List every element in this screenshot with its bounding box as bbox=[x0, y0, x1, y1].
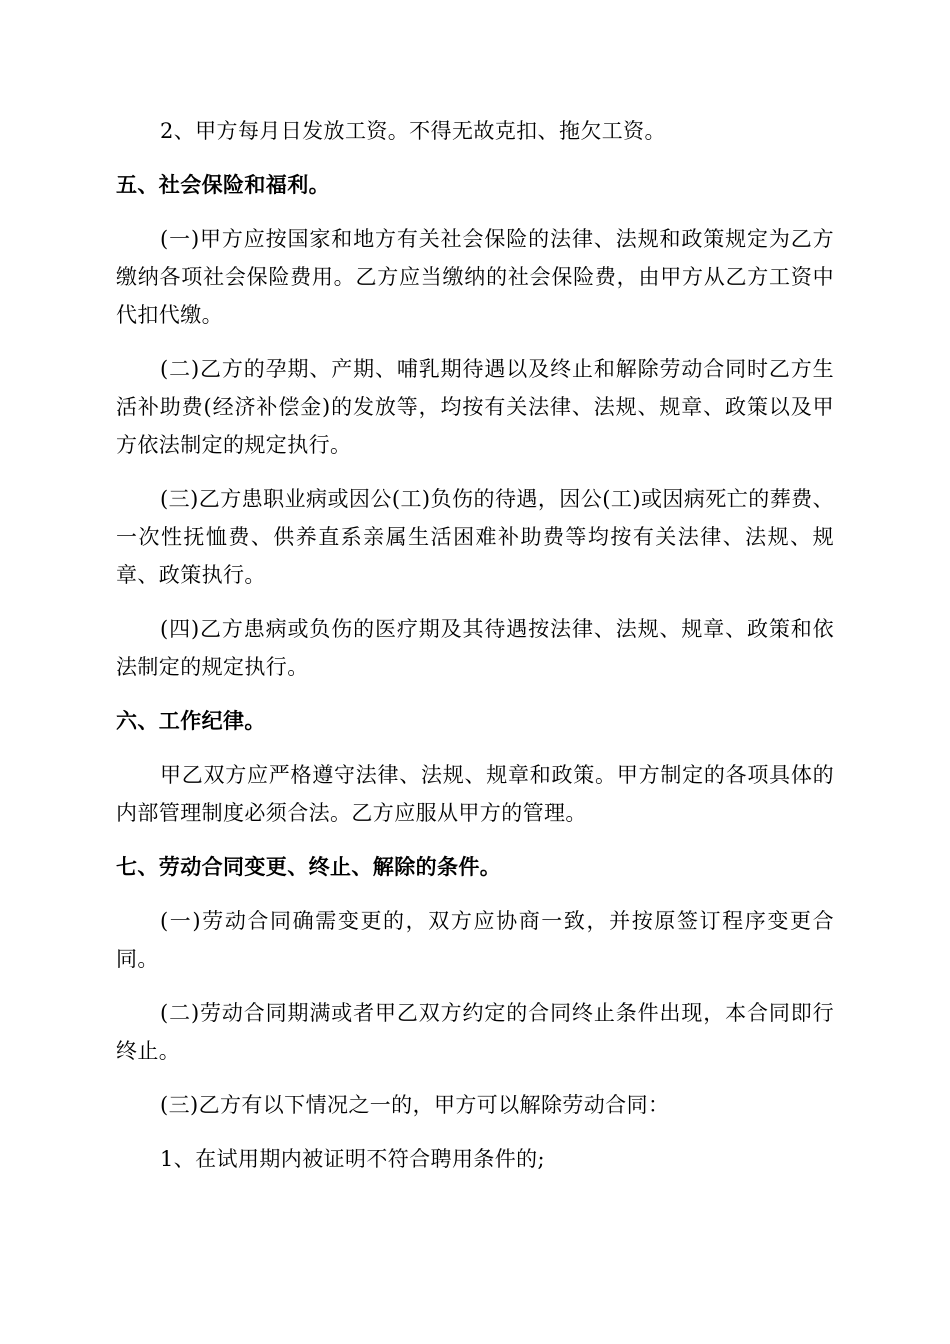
section-heading-5: 五、社会保险和福利。 bbox=[116, 172, 330, 197]
paragraph-social-insurance-3: (三)乙方患职业病或因公(工)负伤的待遇，因公(工)或因病死亡的葬费、一次性抚恤费、供养直系亲属生活困难补助费等均按有关法律、法规、规章、政策执行。 bbox=[116, 487, 834, 587]
paragraph-contract-change-1: (一)劳动合同确需变更的，双方应协商一致，并按原签订程序变更合同。 bbox=[116, 909, 834, 971]
paragraph-social-insurance-2: (二)乙方的孕期、产期、哺乳期待遇以及终止和解除劳动合同时乙方生活补助费(经济补偿金)的发放等，均按有关法律、法规、规章、政策以及甲方依法制定的规定执行。 bbox=[116, 357, 834, 457]
section-heading-7: 七、劳动合同变更、终止、解除的条件。 bbox=[116, 854, 502, 879]
paragraph-contract-change-2: (二)劳动合同期满或者甲乙双方约定的合同终止条件出现，本合同即行终止。 bbox=[116, 1001, 834, 1063]
paragraph-salary-payment: 2、甲方每月日发放工资。不得无故克扣、拖欠工资。 bbox=[160, 119, 666, 143]
section-heading-6: 六、工作纪律。 bbox=[116, 708, 266, 733]
paragraph-work-discipline: 甲乙双方应严格遵守法律、法规、规章和政策。甲方制定的各项具体的内部管理制度必须合法。乙方应服从甲方的管理。 bbox=[116, 763, 834, 825]
paragraph-social-insurance-1: (一)甲方应按国家和地方有关社会保险的法律、法规和政策规定为乙方缴纳各项社会保险费用。乙方应当缴纳的社会保险费，由甲方从乙方工资中代扣代缴。 bbox=[116, 227, 834, 327]
paragraph-contract-change-3: (三)乙方有以下情况之一的，甲方可以解除劳动合同： bbox=[160, 1093, 670, 1117]
paragraph-social-insurance-4: (四)乙方患病或负伤的医疗期及其待遇按法律、法规、规章、政策和依法制定的规定执行。 bbox=[116, 617, 834, 679]
paragraph-contract-change-item-1: 1、在试用期内被证明不符合聘用条件的; bbox=[160, 1147, 546, 1171]
document-body bbox=[116, 112, 834, 1178]
